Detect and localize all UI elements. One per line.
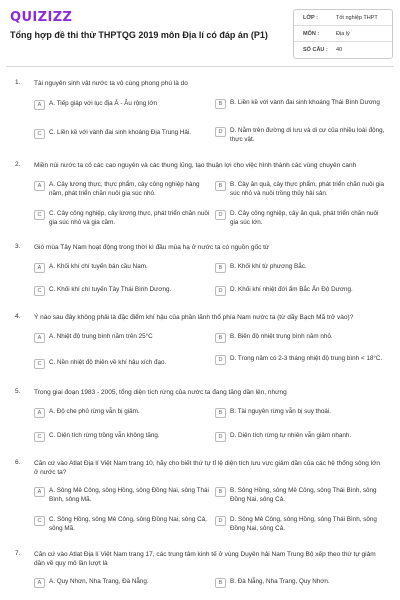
meta-info-box	[293, 9, 393, 59]
meta-key: LỚP :	[303, 14, 318, 21]
option-letter-a: A	[34, 408, 45, 418]
question-number: 2.	[15, 161, 21, 168]
question-text: Căn cứ vào Atlat Địa lí Việt Nam trang 17, các trung tâm kinh tế ở vùng Duyên hải Nam Trung Bộ xếp theo thứ tự giảm dần về quy mô lần lượt là	[34, 551, 376, 567]
option-text: A. Khối khí chí tuyến bán cầu Nam.	[49, 263, 148, 270]
option-letter-b: B	[215, 578, 226, 588]
option-letter-d: D	[215, 516, 226, 526]
question-number: 4.	[15, 313, 21, 320]
option-letter-d: D	[215, 286, 226, 296]
document-title: Tổng hợp đề thi thử THPTQG 2019 môn Địa lí có đáp án (P1)	[10, 30, 268, 40]
option-text: C. Cây công nghiệp, cây lương thực, phát triển chăn nuôi gia súc nhỏ và gia cầm.	[49, 210, 210, 226]
option-a[interactable]	[34, 487, 210, 504]
header-divider	[6, 66, 394, 67]
option-letter-c: C	[34, 286, 45, 296]
option-text: C. Sông Hồng, sông Mê Công, sông Đồng Nai, sông Cả, sông Mã.	[49, 516, 207, 532]
option-c[interactable]	[34, 286, 210, 296]
question-text: Trong giai đoạn 1983 - 2005, tổng diện tích rừng của nước ta đang tăng dần lên, nhưng	[34, 389, 287, 396]
option-text: D. Trong năm có 2-3 tháng nhiệt độ trung bình < 18°C.	[230, 355, 383, 362]
meta-row-count	[294, 42, 392, 58]
question-text: Miền núi nước ta có các cao nguyên và các thung lũng, tạo thuận lợi cho việc hình thành các vùng chuyên canh	[34, 162, 357, 169]
option-b[interactable]	[215, 487, 387, 504]
meta-value: Địa lý	[336, 30, 350, 37]
option-text: B. Liền kề với vành đai sinh khoáng Thái Bình Dương	[230, 99, 380, 106]
option-text: C. Nền nhiệt độ thiên về khí hậu xích đạo.	[49, 359, 167, 366]
option-letter-b: B	[215, 487, 226, 497]
meta-value: 40	[336, 47, 343, 53]
question-text: Căn cứ vào Atlat Địa lí Việt Nam trang 10, hãy cho biết thứ tự tỉ lệ diện tích lưu vực giảm dần của các hệ thống sông lớn ở nước ta?	[34, 460, 381, 476]
option-text: C. Liền kề với vành đai sinh khoáng Địa Trung Hải.	[49, 129, 192, 136]
meta-key: SỐ CÂU :	[303, 47, 328, 53]
option-text: B. Tài nguyên rừng vẫn bị suy thoái.	[230, 408, 332, 415]
option-c[interactable]	[34, 516, 210, 533]
option-text: D. Sông Mê Công, sông Hồng, sông Thái Bình, sông Đồng Nai, sông Cả.	[230, 516, 377, 532]
option-text: B. Khối khí từ phương Bắc.	[230, 263, 307, 270]
option-a[interactable]	[34, 263, 210, 273]
option-letter-a: A	[34, 333, 45, 343]
option-letter-a: A	[34, 263, 45, 273]
option-letter-a: A	[34, 100, 45, 110]
option-d[interactable]	[215, 355, 387, 365]
option-b[interactable]	[215, 408, 387, 418]
option-letter-d: D	[215, 127, 226, 137]
question-number: 5.	[15, 388, 21, 395]
option-text: A. Sông Mê Công, sông Hồng, sông Đồng Nai, sông Thái Bình, sông Mã.	[49, 487, 209, 503]
option-c[interactable]	[34, 359, 210, 369]
option-letter-b: B	[215, 99, 226, 109]
option-d[interactable]	[215, 516, 387, 533]
option-text: B. Biên độ nhiệt trung bình năm nhỏ.	[230, 333, 333, 340]
option-text: A. Nhiệt độ trung bình năm trên 25°C	[49, 333, 153, 340]
option-letter-b: B	[215, 263, 226, 273]
option-b[interactable]	[215, 99, 387, 109]
option-c[interactable]	[34, 210, 210, 227]
option-letter-b: B	[215, 333, 226, 343]
question-number: 3.	[15, 243, 21, 250]
option-a[interactable]	[34, 408, 210, 418]
question-text: Gió mùa Tây Nam hoạt động trong thời kì đầu mùa hạ ở nước ta có nguồn gốc từ	[34, 244, 270, 251]
option-letter-d: D	[215, 355, 226, 365]
option-d[interactable]	[215, 432, 387, 442]
option-text: D. Cây công nghiệp, cây ăn quả, phát triển chăn nuôi gia súc lớn.	[230, 210, 379, 226]
option-letter-c: C	[34, 432, 45, 442]
option-d[interactable]	[215, 286, 387, 296]
option-d[interactable]	[215, 127, 387, 144]
option-letter-d: D	[215, 432, 226, 442]
question-text: Tài nguyên sinh vật nước ta vô cùng phong phú là do	[34, 80, 188, 87]
option-letter-b: B	[215, 181, 226, 191]
meta-key: MÔN :	[303, 30, 320, 37]
option-a[interactable]	[34, 578, 210, 588]
option-letter-a: A	[34, 487, 45, 497]
option-text: A. Độ che phủ rừng vẫn bị giảm.	[49, 408, 140, 415]
option-a[interactable]	[34, 100, 210, 110]
option-text: D. Nằm trên đường di lưu và di cư của nhiều loài động, thực vật.	[230, 127, 385, 143]
option-a[interactable]	[34, 333, 210, 343]
option-c[interactable]	[34, 432, 210, 442]
question-number: 7.	[15, 550, 21, 557]
option-a[interactable]	[34, 181, 210, 198]
option-text: B. Cây ăn quả, cây thực phẩm, phát triển chăn nuôi gia súc nhỏ và nuôi trồng thủy hải sản.	[230, 181, 385, 197]
option-text: A. Cây lương thực, thực phẩm, cây công nghiệp hàng năm, phát triển chăn nuôi gia súc nhỏ.	[49, 181, 200, 197]
option-b[interactable]	[215, 333, 387, 343]
meta-value: Tốt nghiệp THPT	[336, 14, 378, 21]
option-text: C. Diện tích rừng trồng vẫn không tăng.	[49, 432, 160, 439]
option-text: A. Tiếp giáp với lục địa Á - Âu rộng lớn	[49, 100, 158, 107]
option-text: D. Khối khí nhiệt đới ẩm Bắc Ấn Độ Dương.	[230, 286, 353, 293]
option-letter-c: C	[34, 129, 45, 139]
option-letter-a: A	[34, 578, 45, 588]
option-letter-d: D	[215, 210, 226, 220]
option-text: B. Sông Hồng, sông Mê Công, sông Thái Bình, sông Đồng Nai, sông Cả.	[230, 487, 377, 503]
quizizz-logo[interactable]: QUIZIZZ	[10, 10, 73, 25]
option-letter-c: C	[34, 210, 45, 220]
option-letter-c: C	[34, 516, 45, 526]
meta-row-class	[294, 10, 392, 26]
question-number: 1.	[15, 79, 21, 86]
meta-row-subject	[294, 26, 392, 42]
option-letter-a: A	[34, 181, 45, 191]
question-number: 6.	[15, 459, 21, 466]
option-text: C. Khối khí chí tuyến Tây Thái Bình Dương.	[49, 286, 172, 293]
option-c[interactable]	[34, 129, 210, 139]
option-letter-c: C	[34, 359, 45, 369]
option-b[interactable]	[215, 578, 387, 588]
option-letter-b: B	[215, 408, 226, 418]
option-text: A. Quy Nhơn, Nha Trang, Đà Nẵng.	[49, 578, 149, 585]
option-b[interactable]	[215, 181, 387, 198]
option-text: D. Diện tích rừng tự nhiên vẫn giảm nhanh.	[230, 432, 352, 439]
header	[0, 0, 400, 66]
option-b[interactable]	[215, 263, 387, 273]
question-text: Ý nào sau đây không phải là đặc điểm khí hậu của phần lãnh thổ phía Nam nước ta (từ dãy Bạch Mã trở vào)?	[34, 314, 354, 321]
option-d[interactable]	[215, 210, 387, 227]
option-text: B. Đà Nẵng, Nha Trang, Quy Nhơn.	[230, 578, 330, 585]
